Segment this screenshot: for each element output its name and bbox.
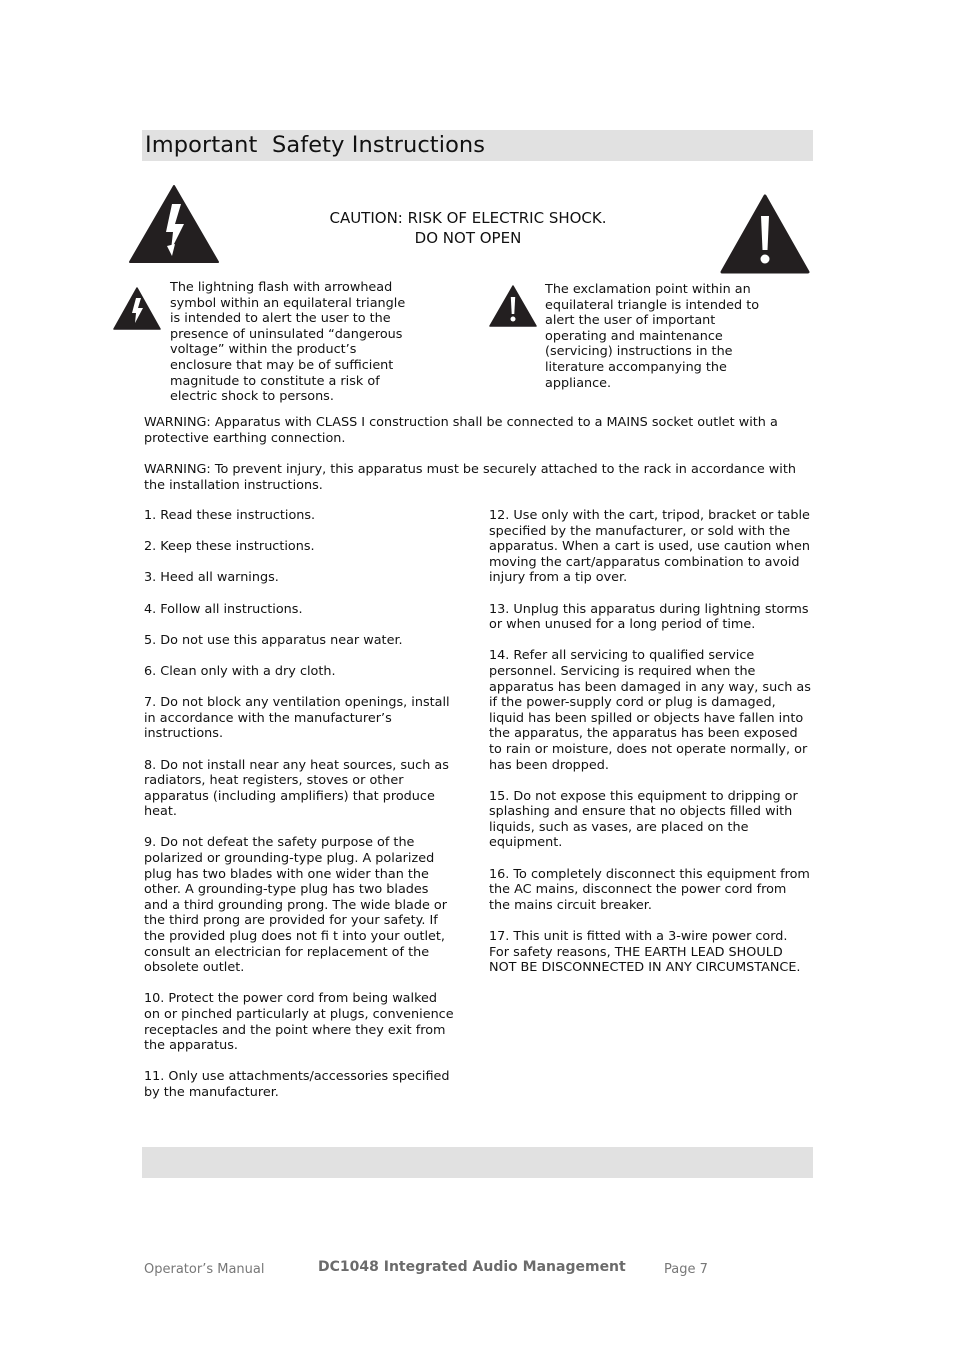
footer-page-number: Page 7	[664, 1262, 708, 1277]
instruction-item: 10. Protect the power cord from being walked on or pinched particularly at plugs, convenience receptacles and the point where they exit from the apparatus.	[144, 991, 454, 1054]
instruction-item: 11. Only use attachments/accessories specified by the manufacturer.	[144, 1069, 450, 1100]
instructions-left-column	[144, 508, 456, 1116]
page-title: Important Safety Instructions	[145, 132, 486, 158]
warning-class-1: WARNING: Apparatus with CLASS I construction shall be connected to a MAINS socket outlet with a protective earthing connection.	[144, 415, 778, 446]
instruction-item: 6. Clean only with a dry cloth.	[144, 663, 336, 679]
instruction-item: 9. Do not defeat the safety purpose of the polarized or grounding-type plug. A polarized plug has two blades with one wider than the other. A grounding-type plug has two blades and a third grounding prong. The wide blade or the third prong are provided for your safety. If the provided plug does not fi t into your outlet, consult an electrician for replacement of the obsolete outlet.	[144, 835, 448, 976]
exclamation-symbol-description: The exclamation point within an equilateral triangle is intended to alert the user of important operating and maintenance (servicing) instructions in the literature accompanying the appliance.	[545, 282, 760, 391]
instruction-item: 7. Do not block any ventilation openings, install in accordance with the manufacturer’s instructions.	[144, 695, 450, 742]
electric-shock-warning-icon	[128, 184, 220, 264]
instruction-item: 5. Do not use this apparatus near water.	[144, 632, 403, 648]
footer-manual-label: Operator’s Manual	[144, 1262, 265, 1277]
footer-product-name: DC1048 Integrated Audio Management	[318, 1259, 626, 1275]
exclamation-symbol-icon	[489, 285, 537, 327]
instruction-item: 16. To completely disconnect this equipment from the AC mains, disconnect the power cord from the mains circuit breaker.	[489, 866, 810, 913]
instruction-item: 12. Use only with the cart, tripod, bracket or table specified by the manufacturer, or sold with the apparatus. When a cart is used, use caution when moving the cart/apparatus combination to avoid injury from a tip over.	[489, 508, 810, 586]
lightning-symbol-description: The lightning flash with arrowhead symbol within an equilateral triangle is intended to alert the user to the presence of uninsulated “dangerous voltage” within the product’s enclosure that may be of sufficient magnitude to constitute a risk of electric shock to persons.	[170, 280, 406, 405]
caution-line-1: CAUTION: RISK OF ELECTRIC SHOCK.	[329, 209, 607, 227]
instruction-item: 15. Do not expose this equipment to dripping or splashing and ensure that no objects filled with liquids, such as vases, are placed on the equipment.	[489, 788, 798, 851]
instruction-item: 4. Follow all instructions.	[144, 601, 303, 617]
instruction-item: 1. Read these instructions.	[144, 508, 316, 523]
lightning-symbol-icon	[113, 287, 161, 330]
instruction-item: 17. This unit is fitted with a 3-wire power cord. For safety reasons, THE EARTH LEAD SHOULD NOT BE DISCONNECTED IN ANY CIRCUMSTANCE.	[489, 929, 801, 976]
instruction-item: 3. Heed all warnings.	[144, 570, 279, 586]
footer-bar	[142, 1147, 813, 1178]
instructions-right-column	[489, 508, 811, 991]
caution-notice	[300, 208, 636, 248]
title-bar	[142, 130, 813, 161]
instruction-item: 14. Refer all servicing to qualified service personnel. Servicing is required when the apparatus has been damaged in any way, such as if the power-supply cord or plug is damaged, liquid has been spilled or objects have fallen into the apparatus, the apparatus has been exposed to rain or moisture, does not operate normally, or has been dropped.	[489, 648, 811, 773]
instruction-item: 8. Do not install near any heat sources, such as radiators, heat registers, stoves or other apparatus (including amplifiers) that produce heat.	[144, 757, 449, 820]
instruction-item: 2. Keep these instructions.	[144, 539, 315, 555]
instruction-item: 13. Unplug this apparatus during lightning storms or when unused for a long period of time.	[489, 601, 809, 633]
warning-rack-mount: WARNING: To prevent injury, this apparatus must be securely attached to the rack in accordance with the installation instructions.	[144, 462, 796, 493]
caution-line-2: DO NOT OPEN	[414, 229, 522, 247]
exclamation-warning-icon	[720, 194, 810, 274]
